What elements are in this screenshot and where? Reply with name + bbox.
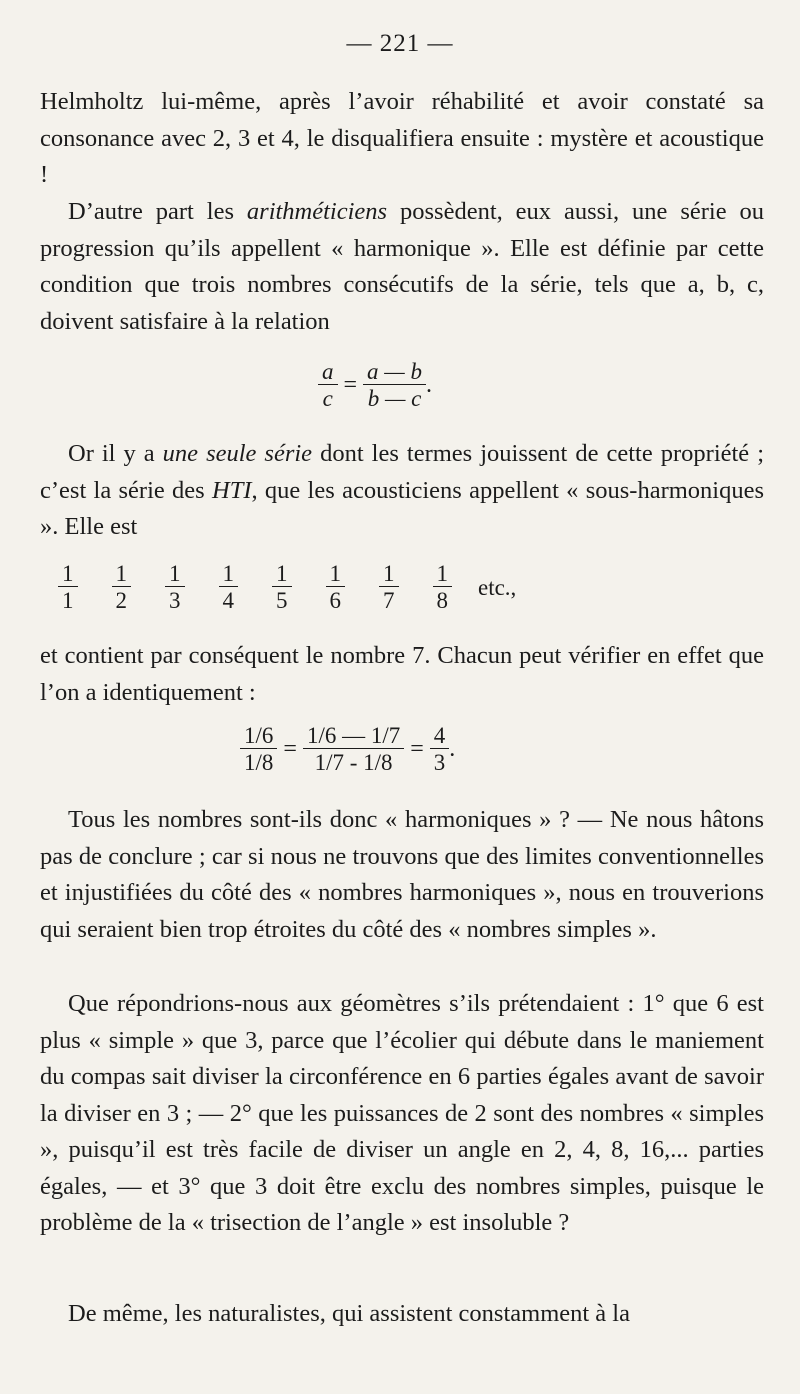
p3-emphasis-2: HTI xyxy=(212,476,252,504)
fraction-denominator: c xyxy=(318,384,338,411)
fraction-denominator: 1/7 - 1/8 xyxy=(303,748,404,775)
fraction-denominator: 7 xyxy=(379,586,399,613)
paragraph-1: Helmholtz lui-même, après l’avoir réhabilité et avoir constaté sa consonance avec 2, 3 et 4, le disqualifiera ensuite : mystère et acoustique ! xyxy=(40,88,764,188)
fraction-numerator: 1/6 xyxy=(244,723,274,748)
fraction-denominator: 3 xyxy=(430,748,450,775)
fraction-4-over-3 xyxy=(430,724,450,775)
paragraph-4: et contient par conséquent le nombre 7. Chacun peut vérifier en effet que l’on a identiquement : xyxy=(40,642,764,706)
subharmonic-series xyxy=(58,562,758,613)
paragraph-7: De même, les naturalistes, qui assistent constamment à la xyxy=(68,1300,630,1327)
series-etc: etc., xyxy=(478,574,517,600)
fraction-numerator: 1 xyxy=(115,561,127,586)
equation-period: . xyxy=(426,372,432,398)
paragraph-6: Que répondrions-nous aux géomètres s’ils prétendaient : 1° que 6 est plus « simple » que 3, parce que l’écolier qui débute dans le maniement du compas sait diviser la circonférence en 6 parties égales avant de savoir la diviser en 3 ; — 2° que les puissances de 2 sont des nombres « simples », puisqu’il est très facile de diviser un angle en 2, 4, 8, 16,... parties égales, — et 3° que 3 doit être exclu des nombres simples, puisque le problème de la « trisection de l’angle » est insoluble ? xyxy=(40,990,764,1236)
p2-text-after: possèdent, eux aussi, une série ou progression qu’ils appellent « harmonique ». Elle est définie par cette condition que trois nombres consécutifs de la série, tels que a, b, c, doivent satisfaire à la relation xyxy=(40,198,765,335)
equals-sign: = xyxy=(283,736,297,762)
p3-emphasis-1: une seule série xyxy=(162,440,313,467)
series-fraction-6 xyxy=(326,562,346,613)
fraction-numerator: 1 xyxy=(222,561,234,586)
equation-period: . xyxy=(449,736,456,762)
series-fraction-8 xyxy=(433,562,453,613)
fraction-denominator: b — c xyxy=(363,384,426,411)
fraction-numerator: 1 xyxy=(329,561,341,586)
series-fraction-1 xyxy=(58,562,78,613)
fraction-difference xyxy=(363,360,426,411)
equals-sign: = xyxy=(343,372,358,398)
paragraph-3 xyxy=(40,436,764,546)
paragraph-5: Tous les nombres sont-ils donc « harmoniques » ? — Ne nous hâtons pas de conclure ; car si nous ne trouvons que des limites conventionnelles et injustifiées du côté des « nombres harmoniques », nous en trouverions qui seraient bien trop étroites du côté des « nombres simples ». xyxy=(40,806,764,943)
equation-harmonic-relation xyxy=(318,360,432,411)
series-fraction-3 xyxy=(165,562,185,613)
fraction-a-over-c xyxy=(318,360,338,411)
series-fraction-4 xyxy=(219,562,239,613)
fraction-numerator: 1 xyxy=(62,561,74,586)
p3-text-before: Or il y a xyxy=(68,440,163,467)
fraction-numerator: a xyxy=(322,359,334,384)
fraction-differences xyxy=(303,724,404,775)
series-fraction-7 xyxy=(379,562,399,613)
fraction-numerator: 1 xyxy=(436,561,448,586)
p2-emphasis: arithméticiens xyxy=(246,198,388,225)
paragraph-2 xyxy=(40,194,764,340)
fraction-numerator: 1 xyxy=(169,561,181,586)
fraction-numerator: 4 xyxy=(433,723,446,748)
p2-text-before: D’autre part les xyxy=(68,198,247,225)
series-fraction-2 xyxy=(112,562,132,613)
page-number: — 221 — xyxy=(346,30,454,57)
fraction-numerator: a — b xyxy=(367,359,422,384)
fraction-numerator: 1/6 — 1/7 xyxy=(306,723,401,748)
fraction-denominator: 6 xyxy=(326,586,346,613)
equation-identity xyxy=(240,724,455,775)
fraction-denominator: 2 xyxy=(112,586,132,613)
fraction-1-6-over-1-8 xyxy=(240,724,277,775)
p3-text-middle: dont les termes jouissent de cette propriété ; c’est la série des xyxy=(40,440,765,504)
fraction-denominator: 5 xyxy=(272,586,292,613)
p3-text-after: , que les acousticiens appellent « sous-harmoniques ». Elle est xyxy=(40,476,764,540)
fraction-denominator: 1 xyxy=(58,586,78,613)
fraction-denominator: 4 xyxy=(219,586,239,613)
fraction-denominator: 3 xyxy=(165,586,185,613)
fraction-numerator: 1 xyxy=(383,561,395,586)
fraction-numerator: 1 xyxy=(276,561,288,586)
equals-sign: = xyxy=(410,736,424,762)
series-fraction-5 xyxy=(272,562,292,613)
fraction-denominator: 8 xyxy=(433,586,453,613)
fraction-denominator: 1/8 xyxy=(240,748,277,775)
